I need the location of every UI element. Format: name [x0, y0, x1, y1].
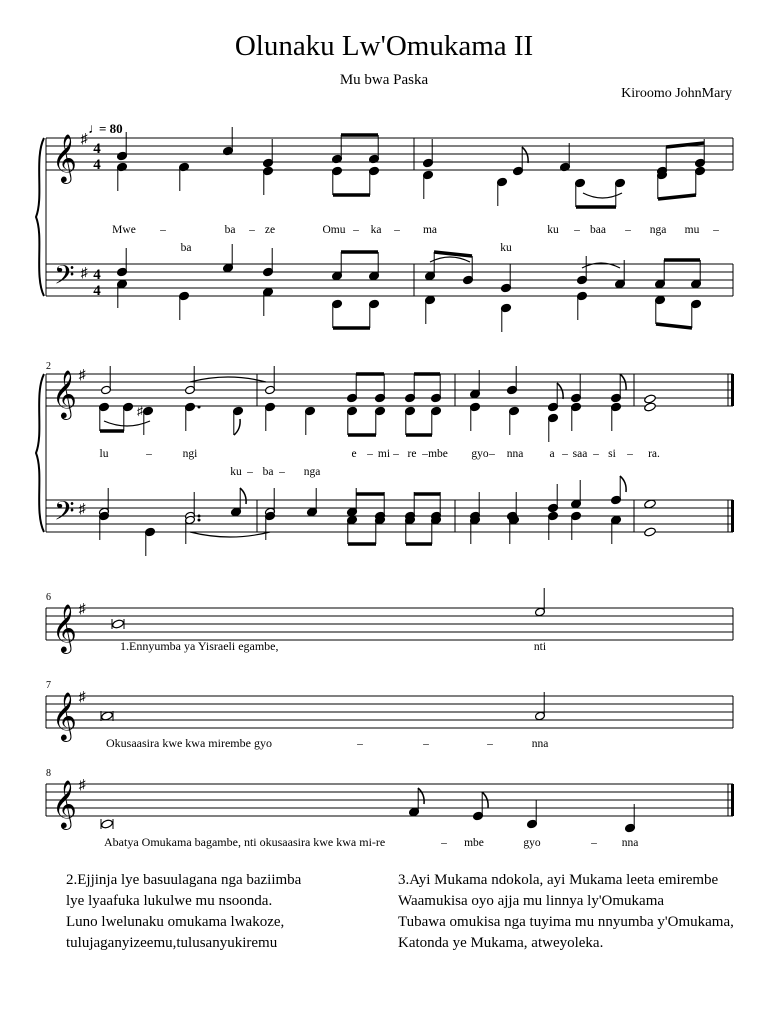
lyric-syllable: e — [351, 448, 357, 460]
note-flag — [522, 147, 528, 163]
note-flag — [418, 788, 424, 804]
lyric-syllable: mi — [377, 448, 391, 460]
note-head — [423, 170, 434, 199]
beam — [656, 324, 692, 328]
note-head — [470, 402, 481, 431]
note-head — [548, 413, 559, 442]
slur — [104, 421, 150, 426]
tempo-note-icon: ♩ — [88, 122, 102, 137]
lyric-syllable: – — [423, 738, 429, 750]
note-head — [577, 256, 588, 285]
lyric-syllable: nna — [531, 738, 549, 750]
note-head — [423, 139, 434, 168]
note-head — [405, 374, 416, 403]
verse-3 — [398, 870, 734, 954]
lyric-line: 1.Ennyumba ya Yisraeli egambe, — [120, 639, 279, 653]
note-head — [265, 402, 276, 431]
lyric-syllable: gyo — [523, 837, 541, 849]
lyric-syllable: – — [489, 448, 495, 460]
treble-clef-icon: 𝄞 — [52, 136, 77, 182]
lyric-syllable: baa — [590, 224, 606, 236]
note-head — [575, 178, 586, 207]
note-head — [332, 252, 343, 281]
verse-line: Katonda ye Mukama, atweyoleka. — [398, 935, 604, 951]
lyric-syllable: ba — [224, 224, 236, 236]
lyric-syllable: – — [353, 224, 359, 236]
lyric-line: Okusaasira kwe kwa mirembe gyo — [106, 736, 272, 750]
verse-line: tulujaganyizeemu,tulusanyukiremu — [66, 935, 278, 951]
note-head — [611, 374, 622, 403]
note-head — [509, 406, 520, 435]
lyric-syllable: – — [562, 448, 568, 460]
key-signature-sharp-icon: ♯ — [80, 266, 88, 281]
note-head — [611, 515, 622, 544]
lyric-syllable: re — [407, 448, 417, 460]
lyric-syllable: – — [160, 224, 166, 236]
lyric-syllable: a — [549, 448, 555, 460]
lyric-syllable: Mwe — [112, 224, 136, 236]
lyric-syllable: – — [357, 738, 363, 750]
lyric-syllable: gyo — [471, 448, 489, 460]
note-flag — [620, 476, 626, 492]
note-flag — [557, 383, 563, 399]
time-signature-denominator: 4 — [93, 157, 101, 173]
key-signature-sharp-icon: ♯ — [78, 368, 86, 383]
treble-staff — [46, 608, 733, 640]
note-head — [611, 476, 622, 505]
lyric-syllable: ku — [230, 466, 242, 478]
composer-name: Kiroomo JohnMary — [621, 86, 732, 101]
note-head — [657, 170, 668, 199]
note-head — [507, 366, 518, 395]
lyric-syllable: lu — [99, 448, 109, 460]
lyric-syllable: – — [146, 448, 152, 460]
key-signature-sharp-icon: ♯ — [78, 602, 86, 617]
note-head — [463, 256, 474, 285]
note-head — [332, 135, 343, 164]
key-signature-sharp-icon: ♯ — [80, 132, 88, 147]
verse-line: Waamukisa oyo ajja mu linnya ly'Omukama — [398, 893, 665, 909]
note-head — [263, 248, 274, 277]
double-barline — [731, 500, 734, 532]
treble-clef-icon: 𝄞 — [52, 606, 77, 652]
note-head — [265, 366, 276, 395]
measure-number: 7 — [46, 680, 51, 691]
note-head — [179, 162, 190, 191]
lyric-syllable: nga — [649, 224, 667, 236]
lyric-syllable: – — [247, 466, 253, 478]
treble-clef-icon: 𝄞 — [52, 372, 77, 418]
note-head — [535, 588, 546, 617]
lyric-syllable: ngi — [182, 448, 198, 460]
note-head — [571, 374, 582, 403]
beam — [434, 252, 472, 256]
lyric-syllable: Omu — [322, 224, 346, 236]
note-head — [548, 383, 559, 412]
system-brace-icon — [36, 138, 44, 296]
note-head — [375, 374, 386, 403]
tempo-marking: = 80 — [99, 121, 123, 136]
lyric-syllable: si — [608, 448, 616, 460]
double-barline — [731, 374, 734, 406]
slur — [190, 377, 266, 382]
note-head — [375, 406, 386, 435]
lyric-syllable: – — [627, 448, 633, 460]
bass-staff — [46, 500, 733, 532]
measure-number: 6 — [46, 592, 51, 603]
note-head — [655, 295, 666, 324]
note-head — [117, 248, 128, 277]
note-head — [527, 800, 538, 829]
lyric-syllable: – — [422, 448, 428, 460]
lyric-line: Abatya Omukama bagambe, nti okusaasira kwe kwa mi-re — [104, 835, 386, 849]
lyric-syllable: ba — [262, 466, 274, 478]
note-head — [347, 488, 358, 517]
note-head — [123, 402, 134, 431]
verse-line: 3.Ayi Mukama ndokola, ayi Mukama leeta emirembe — [398, 872, 719, 888]
note-head — [501, 303, 512, 332]
lyric-syllable: – — [441, 837, 447, 849]
lyric-syllable: – — [591, 837, 597, 849]
note-head — [615, 178, 626, 207]
note-head — [644, 402, 657, 412]
lyric-syllable: ku — [547, 224, 559, 236]
note-head — [695, 166, 706, 195]
verse-line: Luno lwelunaku omukama lwakoze, — [66, 914, 285, 930]
note-head — [143, 406, 154, 435]
lyric-syllable: ze — [264, 224, 276, 236]
note-head — [185, 402, 201, 431]
lyric-syllable: saa — [572, 448, 588, 460]
note-head — [263, 139, 274, 168]
recitation-note — [101, 819, 114, 829]
lyric-syllable: nna — [621, 837, 639, 849]
treble-staff — [46, 374, 733, 406]
lyric-syllable: mbe — [464, 837, 484, 849]
note-head — [223, 244, 234, 273]
note-head — [497, 177, 508, 206]
lyric-syllable: – — [279, 466, 285, 478]
note-head — [560, 143, 571, 172]
note-head — [179, 291, 190, 320]
note-head — [513, 147, 524, 176]
key-signature-sharp-icon: ♯ — [78, 690, 86, 705]
note-flag — [240, 488, 246, 504]
lyric-syllable: ku — [500, 242, 512, 254]
note-head — [347, 406, 358, 435]
treble-clef-icon: 𝄞 — [52, 694, 77, 740]
lyric-syllable: mu — [684, 224, 700, 236]
note-head — [473, 792, 484, 821]
note-head — [231, 488, 242, 517]
note-head — [369, 299, 380, 328]
recitation-note — [112, 619, 125, 629]
note-head — [307, 488, 318, 517]
lyric-syllable: – — [593, 448, 599, 460]
note-head — [332, 299, 343, 328]
note-flag — [234, 419, 240, 435]
score-subtitle: Mu bwa Paska — [339, 72, 429, 88]
bass-clef-icon: 𝄢 — [54, 496, 75, 532]
final-barline — [731, 784, 734, 816]
note-head — [425, 252, 436, 281]
lyric-syllable: – — [574, 224, 580, 236]
score-title: Olunaku Lw'Omukama II — [234, 30, 534, 62]
note-head — [99, 402, 110, 431]
note-head — [470, 515, 481, 544]
note-head — [509, 515, 520, 544]
note-head — [101, 366, 112, 395]
lyric-syllable: – — [487, 738, 493, 750]
bass-staff — [46, 264, 733, 296]
note-head — [265, 511, 276, 540]
note-head — [577, 291, 588, 320]
treble-staff — [46, 696, 733, 728]
lyric-syllable: nga — [303, 466, 321, 478]
lyric-syllable: ma — [422, 224, 438, 236]
note-head — [145, 527, 156, 556]
note-head — [571, 402, 582, 431]
note-head — [375, 515, 386, 544]
note-head — [501, 264, 512, 293]
sharp-accidental-icon: ♯ — [137, 404, 143, 418]
note-head — [347, 374, 358, 403]
note-head — [644, 394, 657, 404]
verse-line: lye lyaafuka lukulwe mu nsoonda. — [66, 893, 273, 909]
note-head — [405, 406, 416, 435]
lyric-syllable: – — [625, 224, 631, 236]
verse-line: 2.Ejjinja lye basuulagana nga baziimba — [66, 872, 302, 888]
note-head — [431, 406, 442, 435]
treble-clef-icon: 𝄞 — [52, 782, 77, 828]
beam — [658, 195, 696, 199]
note-head — [223, 127, 234, 156]
note-head — [369, 252, 380, 281]
time-signature-denominator: 4 — [93, 283, 101, 299]
note-head — [611, 402, 622, 431]
note-head — [185, 366, 196, 395]
lyric-syllable: – — [367, 448, 373, 460]
lyric-syllable: – — [394, 224, 400, 236]
note-head — [263, 287, 274, 316]
note-head — [691, 299, 702, 328]
lyric-syllable: nti — [533, 641, 547, 653]
slur — [430, 257, 470, 262]
verse-line: Tubawa omukisa nga tuyima mu nnyumba y'Omukama, — [398, 914, 734, 930]
note-head — [305, 406, 316, 435]
note-head — [347, 515, 358, 544]
verse-2 — [66, 870, 301, 954]
note-head — [548, 511, 559, 540]
lyric-syllable: ra. — [648, 448, 660, 460]
key-signature-sharp-icon: ♯ — [78, 502, 86, 517]
system-brace-icon — [36, 374, 44, 532]
time-signature-numerator: 4 — [93, 141, 101, 157]
note-head — [369, 166, 380, 195]
measure-number: 8 — [46, 768, 51, 779]
note-head — [369, 135, 380, 164]
note-head — [117, 162, 128, 191]
note-head — [431, 515, 442, 544]
note-head — [99, 511, 110, 540]
lyric-syllable: – — [393, 448, 399, 460]
note-head — [425, 295, 436, 324]
bass-clef-icon: 𝄢 — [54, 260, 75, 296]
note-head — [431, 374, 442, 403]
note-head — [644, 527, 657, 537]
treble-staff — [46, 784, 733, 816]
time-signature-numerator: 4 — [93, 267, 101, 283]
lyric-syllable: ka — [370, 224, 382, 236]
lyric-syllable: – — [713, 224, 719, 236]
key-signature-sharp-icon: ♯ — [78, 778, 86, 793]
note-head — [571, 480, 582, 509]
lyric-syllable: – — [249, 224, 255, 236]
note-head — [185, 515, 201, 544]
note-head — [548, 484, 559, 513]
note-head — [571, 511, 582, 540]
note-head — [117, 279, 128, 308]
measure-number: 2 — [46, 361, 51, 372]
note-head — [332, 166, 343, 195]
treble-staff — [46, 138, 733, 170]
note-head — [405, 515, 416, 544]
lyric-syllable: mbe — [428, 448, 448, 460]
lyric-syllable: ba — [180, 242, 192, 254]
lyric-syllable: nna — [506, 448, 524, 460]
slur — [190, 532, 270, 537]
note-head — [263, 166, 274, 195]
